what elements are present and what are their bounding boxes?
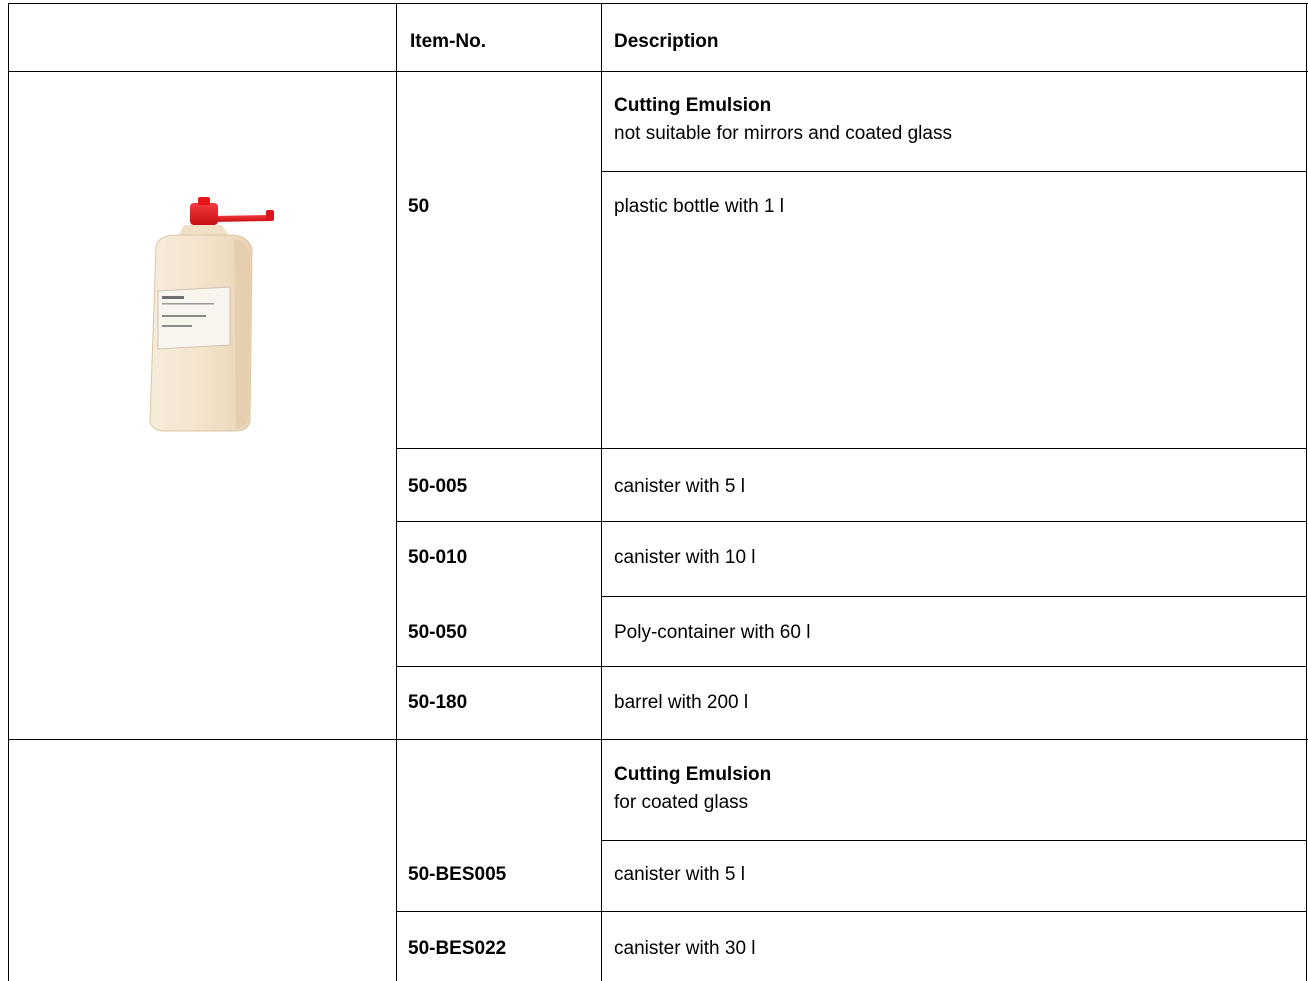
row-divider [601,840,1306,841]
item-number: 50 [408,196,430,217]
item-number: 50-050 [408,622,468,643]
section-subtitle: for coated glass [614,792,749,813]
item-description: Poly-container with 60 l [614,622,811,643]
header-divider [8,71,1308,72]
table-border-top [8,3,1308,4]
item-description: plastic bottle with 1 l [614,196,785,217]
row-divider [396,911,1306,912]
table-border-right [1306,3,1307,981]
row-divider [396,666,1306,667]
header-item-no: Item-No. [410,31,486,52]
section-title: Cutting Emulsion [614,95,772,116]
table-border-left [8,3,9,981]
item-description: canister with 5 l [614,864,745,885]
item-description: canister with 10 l [614,547,756,568]
column-divider-item [396,3,397,981]
column-divider-desc [601,3,602,981]
row-divider [601,596,1306,597]
section-subtitle: not suitable for mirrors and coated glass [614,123,952,144]
row-divider [396,448,1306,449]
section-title: Cutting Emulsion [614,764,772,785]
item-number: 50-BES005 [408,864,507,885]
section-divider [8,739,1308,740]
item-number: 50-BES022 [408,938,507,959]
row-divider [396,521,1306,522]
header-description: Description [614,31,719,52]
plastic-bottle-photo [138,195,288,435]
item-number: 50-180 [408,692,468,713]
item-number: 50-005 [408,476,468,497]
bottle-icon [138,195,288,435]
item-description: canister with 30 l [614,938,756,959]
row-divider [601,171,1306,172]
item-number: 50-010 [408,547,468,568]
item-description: barrel with 200 l [614,692,749,713]
item-description: canister with 5 l [614,476,745,497]
